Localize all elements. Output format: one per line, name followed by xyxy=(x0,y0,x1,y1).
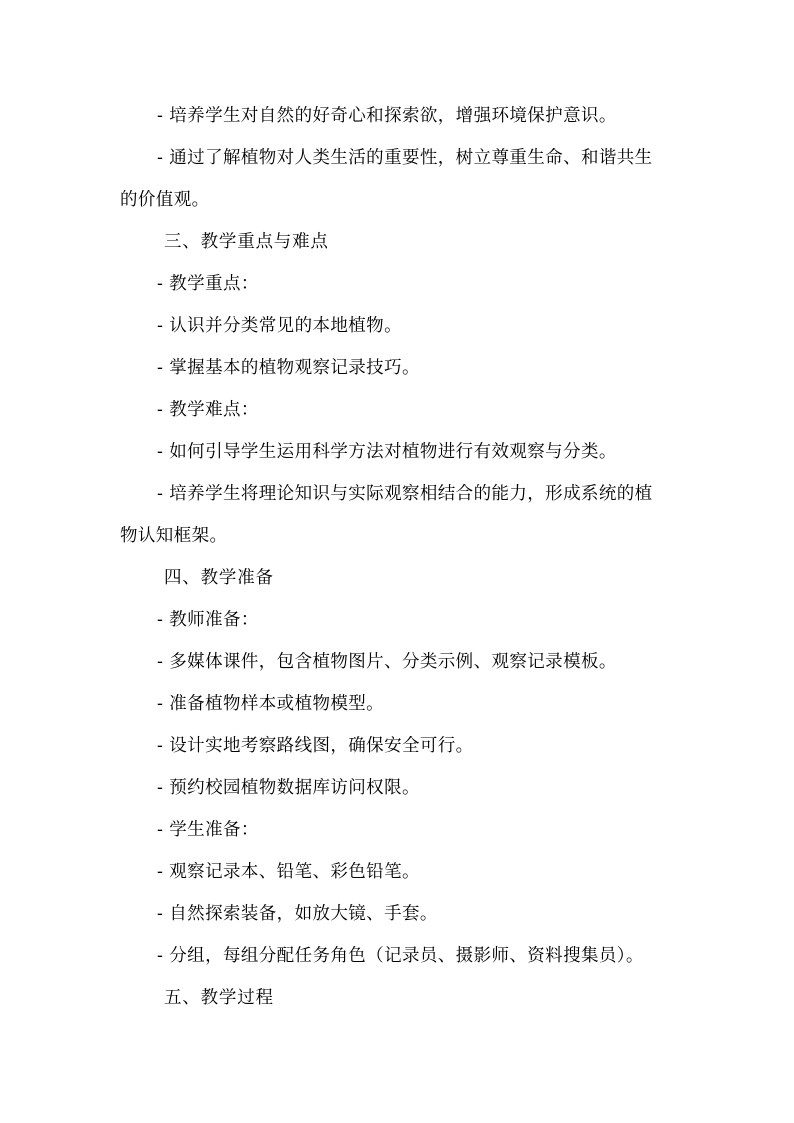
body-line: 的价值观。 xyxy=(120,190,210,210)
body-line: - 预约校园植物数据库访问权限。 xyxy=(157,778,420,798)
section-heading: 五、教学过程 xyxy=(164,988,274,1008)
section-heading: 四、教学准备 xyxy=(164,568,274,588)
body-line: - 掌握基本的植物观察记录技巧。 xyxy=(157,358,420,378)
body-line: 物认知框架。 xyxy=(120,526,228,546)
body-line: - 教师准备： xyxy=(157,610,259,630)
body-line: - 学生准备： xyxy=(157,820,259,840)
section-heading: 三、教学重点与难点 xyxy=(164,232,329,252)
body-line: - 认识并分类常见的本地植物。 xyxy=(157,316,402,336)
body-line: - 准备植物样本或植物模型。 xyxy=(157,694,385,714)
body-line: - 教学难点： xyxy=(157,400,259,420)
body-line: - 设计实地考察路线图，确保安全可行。 xyxy=(157,736,474,756)
body-line: - 自然探索装备，如放大镜、手套。 xyxy=(157,904,438,924)
body-line: - 培养学生对自然的好奇心和探索欲，增强环境保护意识。 xyxy=(157,106,617,126)
body-line: - 多媒体课件，包含植物图片、分类示例、观察记录模板。 xyxy=(157,652,617,672)
body-line: - 分组，每组分配任务角色（记录员、摄影师、资料搜集员）。 xyxy=(157,946,644,966)
body-line: - 观察记录本、铅笔、彩色铅笔。 xyxy=(157,862,420,882)
body-line: - 教学重点： xyxy=(157,274,259,294)
body-line: - 通过了解植物对人类生活的重要性，树立尊重生命、和谐共生 xyxy=(157,148,653,168)
body-line: - 培养学生将理论知识与实际观察相结合的能力，形成系统的植 xyxy=(157,484,653,504)
body-line: - 如何引导学生运用科学方法对植物进行有效观察与分类。 xyxy=(157,442,617,462)
